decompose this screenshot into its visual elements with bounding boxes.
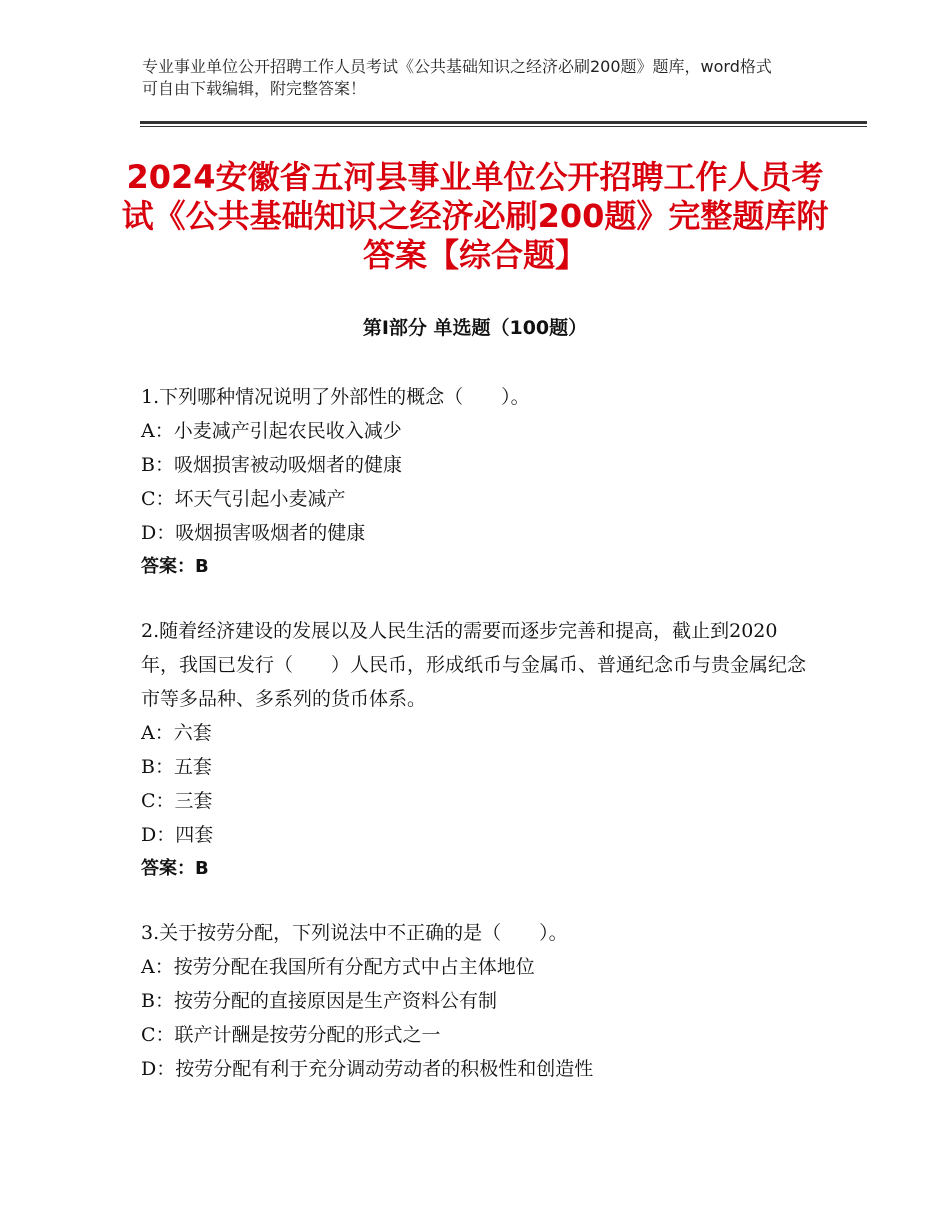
header-rule-thin (140, 126, 867, 127)
section-title: 第Ⅰ部分 单选题（100题） (362, 317, 588, 339)
option-c: C：联产计酬是按劳分配的形式之一 (141, 1024, 441, 1046)
option-b: B：按劳分配的直接原因是生产资料公有制 (141, 990, 497, 1012)
question-stem: 3.关于按劳分配，下列说法中不正确的是（ ）。 (141, 922, 568, 944)
option-a: A：小麦减产引起农民收入减少 (141, 420, 402, 442)
option-d: D：四套 (141, 824, 214, 846)
header-note: 专业事业单位公开招聘工作人员考试《公共基础知识之经济必刷200题》题库，word格式可自由下载编辑，附完整答案！ (142, 57, 772, 98)
option-c: C：三套 (141, 790, 213, 812)
answer-line: 答案：B (141, 556, 209, 577)
option-a: A：六套 (141, 722, 212, 744)
document-title: 2024安徽省五河县事业单位公开招聘工作人员考试《公共基础知识之经济必刷200题》完整题库附答案【综合题】 (121, 158, 829, 274)
question-list (141, 380, 811, 1116)
option-b: B：五套 (141, 756, 212, 778)
question-stem: 1.下列哪种情况说明了外部性的概念（ ）。 (141, 386, 530, 408)
option-c: C：坏天气引起小麦减产 (141, 488, 346, 510)
answer-line: 答案：B (141, 858, 209, 879)
option-d: D：按劳分配有利于充分调动劳动者的积极性和创造性 (141, 1058, 594, 1080)
question-2 (141, 614, 811, 886)
option-d: D：吸烟损害吸烟者的健康 (141, 522, 366, 544)
header-rule-thick (140, 121, 867, 124)
question-3 (141, 916, 811, 1086)
option-a: A：按劳分配在我国所有分配方式中占主体地位 (141, 956, 535, 978)
question-1 (141, 380, 811, 584)
option-b: B：吸烟损害被动吸烟者的健康 (141, 454, 402, 476)
question-stem: 2.随着经济建设的发展以及人民生活的需要而逐步完善和提高，截止到2020年，我国已发行（ ）人民币，形成纸币与金属币、普通纪念币与贵金属纪念市等多品种、多系列的货币体系。 (141, 620, 807, 710)
